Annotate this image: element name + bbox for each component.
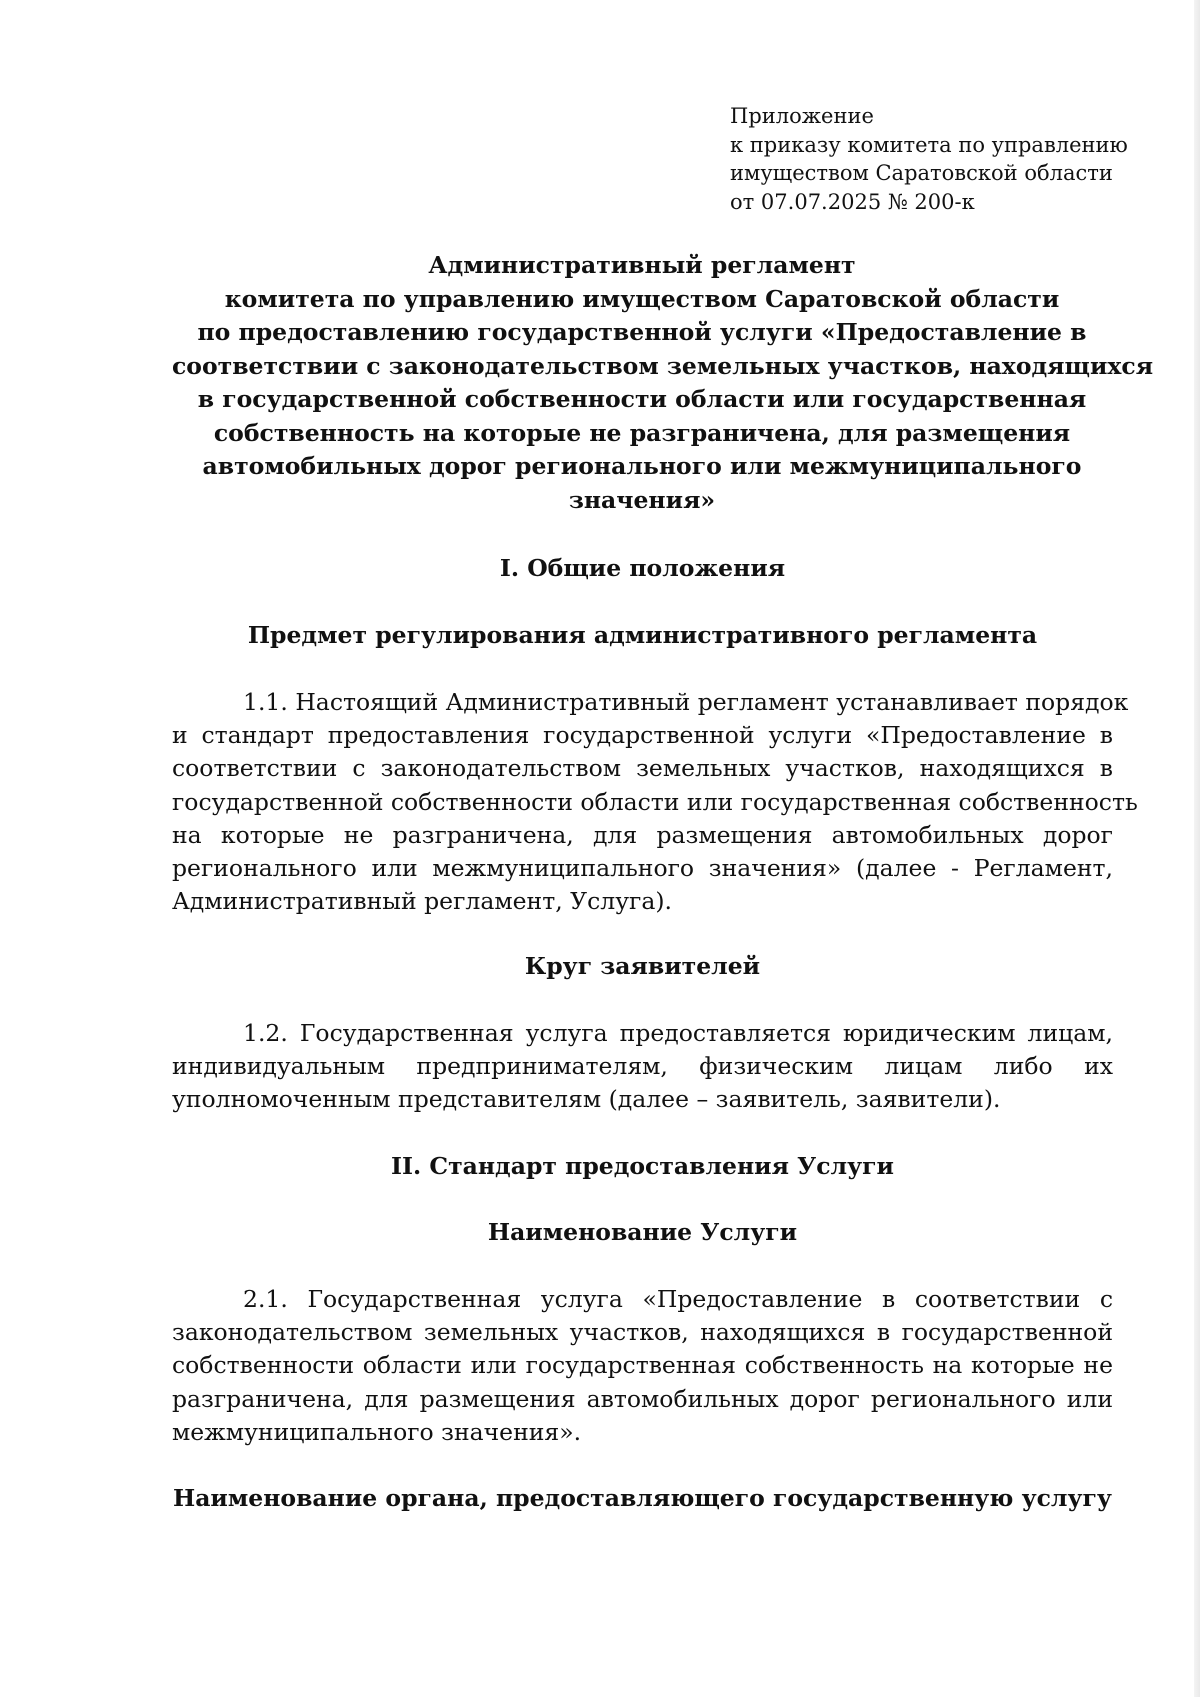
subheading-applicants: Круг заявителей xyxy=(524,952,761,980)
paragraph-1-2 xyxy=(172,1017,1113,1117)
paragraph-line: 1.2. Государственная услуга предоставляется юридическим лицам, xyxy=(243,1019,1113,1047)
section-heading-general: I. Общие положения xyxy=(499,554,786,582)
paragraph-line: регионального или межмуниципального значения» (далее - Регламент, xyxy=(172,854,1113,883)
title-line: автомобильных дорог регионального или межмуниципального xyxy=(202,452,1082,480)
paragraph-line: и стандарт предоставления государственной услуги «Предоставление в xyxy=(172,721,1113,750)
title-line: собственность на которые не разграничена, для размещения xyxy=(213,418,1071,447)
paragraph-line: на которые не разграничена, для размещения автомобильных дорог xyxy=(172,820,1113,849)
title-line: соответствии с законодательством земельных участков, находящихся xyxy=(172,351,1154,380)
paragraph-line: 1.1. Настоящий Административный регламент устанавливает порядок xyxy=(243,688,1129,716)
subheading-authority: Наименование органа, предоставляющего государственную услугу xyxy=(173,1484,1112,1512)
title-line: комитета по управлению имуществом Саратовской области xyxy=(224,284,1060,313)
paragraph-line: уполномоченным представителям (далее – заявитель, заявители). xyxy=(172,1085,1001,1114)
annex-line: к приказу комитета по управлению xyxy=(730,132,1128,157)
section-heading-standard: II. Стандарт предоставления Услуги xyxy=(391,1152,894,1180)
paragraph-line: Административный регламент, Услуга). xyxy=(172,887,672,916)
annex-line: имуществом Саратовской области xyxy=(730,161,1113,185)
page-edge xyxy=(1194,0,1200,1697)
paragraph-line: 2.1. Государственная услуга «Предоставление в соответствии с xyxy=(243,1285,1113,1313)
title-line: по предоставлению государственной услуги «Предоставление в xyxy=(197,318,1087,346)
paragraph-line: соответствии с законодательством земельных участков, находящихся в xyxy=(172,754,1113,783)
paragraph-line: собственности области или государственная собственность на которые не xyxy=(172,1351,1113,1380)
annex-line: от 07.07.2025 № 200-к xyxy=(730,189,975,214)
paragraph-2-1 xyxy=(172,1283,1113,1449)
paragraph-1-1 xyxy=(172,686,1138,918)
annex-block xyxy=(730,102,1150,216)
subheading-service-name: Наименование Услуги xyxy=(487,1218,798,1246)
paragraph-line: межмуниципального значения». xyxy=(172,1417,582,1446)
title-line: значения» xyxy=(568,485,716,514)
annex-line: Приложение xyxy=(730,104,874,128)
paragraph-line: разграничена, для размещения автомобильных дорог регионального или xyxy=(172,1384,1113,1413)
paragraph-line: законодательством земельных участков, находящихся в государственной xyxy=(172,1318,1113,1347)
title-line: Административный регламент xyxy=(428,251,856,279)
paragraph-line: индивидуальным предпринимателям, физическим лицам либо их xyxy=(172,1052,1113,1081)
subheading-subject: Предмет регулирования административного регламента xyxy=(247,621,1038,649)
document-title xyxy=(172,249,1154,517)
paragraph-line: государственной собственности области или государственная собственность xyxy=(172,787,1138,816)
title-line: в государственной собственности области или государственная xyxy=(197,385,1087,413)
